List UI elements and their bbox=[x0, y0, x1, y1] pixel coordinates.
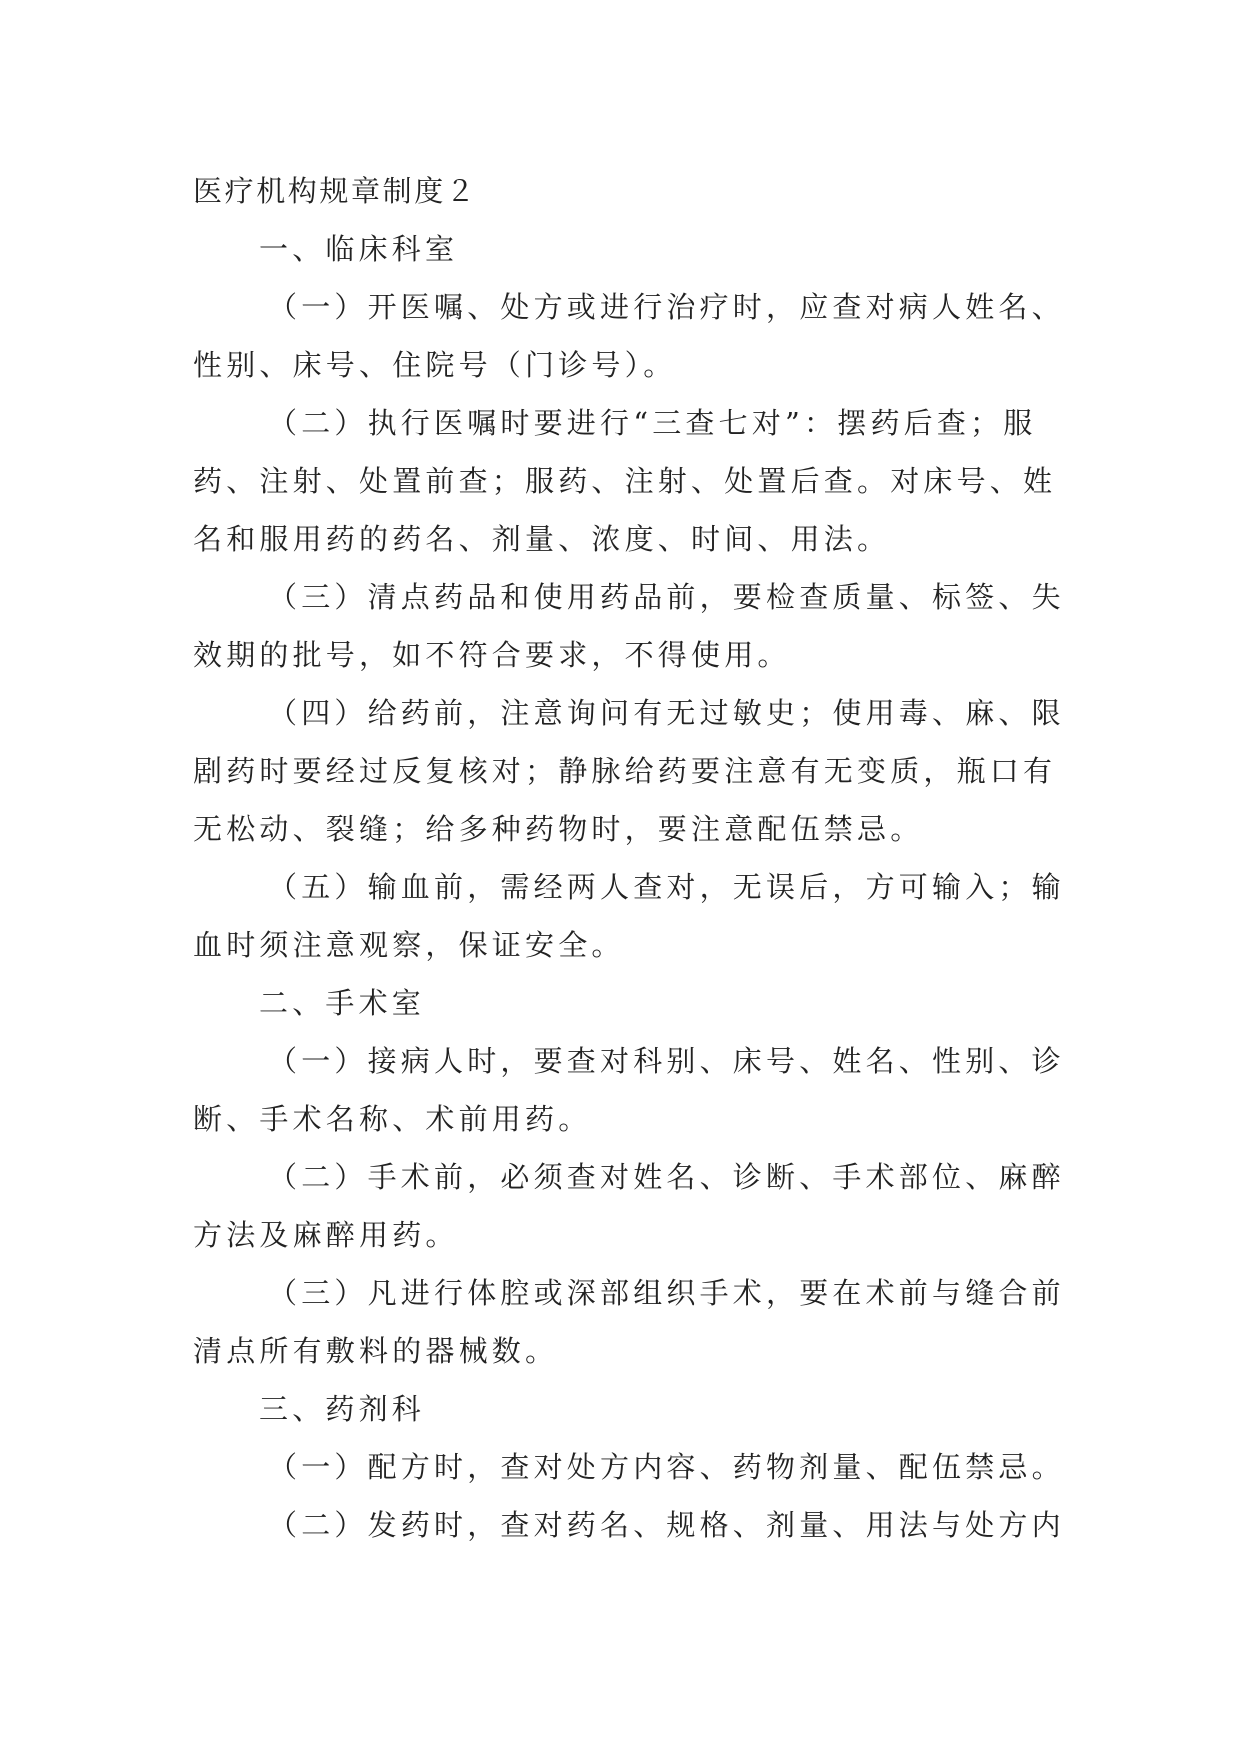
paragraph-line: 清点所有敷料的器械数。 bbox=[193, 1334, 559, 1368]
document-title: 医疗机构规章制度２ bbox=[193, 174, 478, 208]
paragraph-line: （四）给药前，注意询问有无过敏史；使用毒、麻、限 bbox=[268, 696, 1065, 730]
paragraph-line: 性别、床号、住院号（门诊号）。 bbox=[193, 348, 677, 382]
document-body bbox=[193, 162, 1073, 1554]
paragraph-line: 方法及麻醉用药。 bbox=[193, 1218, 459, 1252]
paragraph-line: （二）发药时，查对药名、规格、剂量、用法与处方内 bbox=[268, 1508, 1065, 1542]
section-heading-clinical: 一、临床科室 bbox=[259, 232, 459, 266]
paragraph-line: （一）配方时，查对处方内容、药物剂量、配伍禁忌。 bbox=[268, 1450, 1065, 1484]
paragraph-line: 效期的批号，如不符合要求，不得使用。 bbox=[193, 638, 791, 672]
paragraph-line: （三）凡进行体腔或深部组织手术，要在术前与缝合前 bbox=[268, 1276, 1065, 1310]
paragraph-line: 药、注射、处置前查；服药、注射、处置后查。对床号、姓 bbox=[193, 464, 1057, 498]
paragraph-line: （二）执行医嘱时要进行“三查七对”：摆药后查；服 bbox=[268, 406, 1037, 440]
paragraph-line: （一）开医嘱、处方或进行治疗时，应查对病人姓名、 bbox=[268, 290, 1065, 324]
paragraph-line: （一）接病人时，要查对科别、床号、姓名、性别、诊 bbox=[268, 1044, 1065, 1078]
paragraph-line: 剧药时要经过反复核对；静脉给药要注意有无变质，瓶口有 bbox=[193, 754, 1057, 788]
paragraph-line: 血时须注意观察，保证安全。 bbox=[193, 928, 625, 962]
paragraph-line: 名和服用药的药名、剂量、浓度、时间、用法。 bbox=[193, 522, 891, 556]
paragraph-line: （二）手术前，必须查对姓名、诊断、手术部位、麻醉 bbox=[268, 1160, 1065, 1194]
paragraph-line: 断、手术名称、术前用药。 bbox=[193, 1102, 592, 1136]
paragraph-line: 无松动、裂缝；给多种药物时，要注意配伍禁忌。 bbox=[193, 812, 924, 846]
section-heading-pharmacy: 三、药剂科 bbox=[259, 1392, 426, 1426]
paragraph-line: （五）输血前，需经两人查对，无误后，方可输入；输 bbox=[268, 870, 1065, 904]
paragraph-line: （三）清点药品和使用药品前，要检查质量、标签、失 bbox=[268, 580, 1065, 614]
section-heading-operating-room: 二、手术室 bbox=[259, 986, 426, 1020]
